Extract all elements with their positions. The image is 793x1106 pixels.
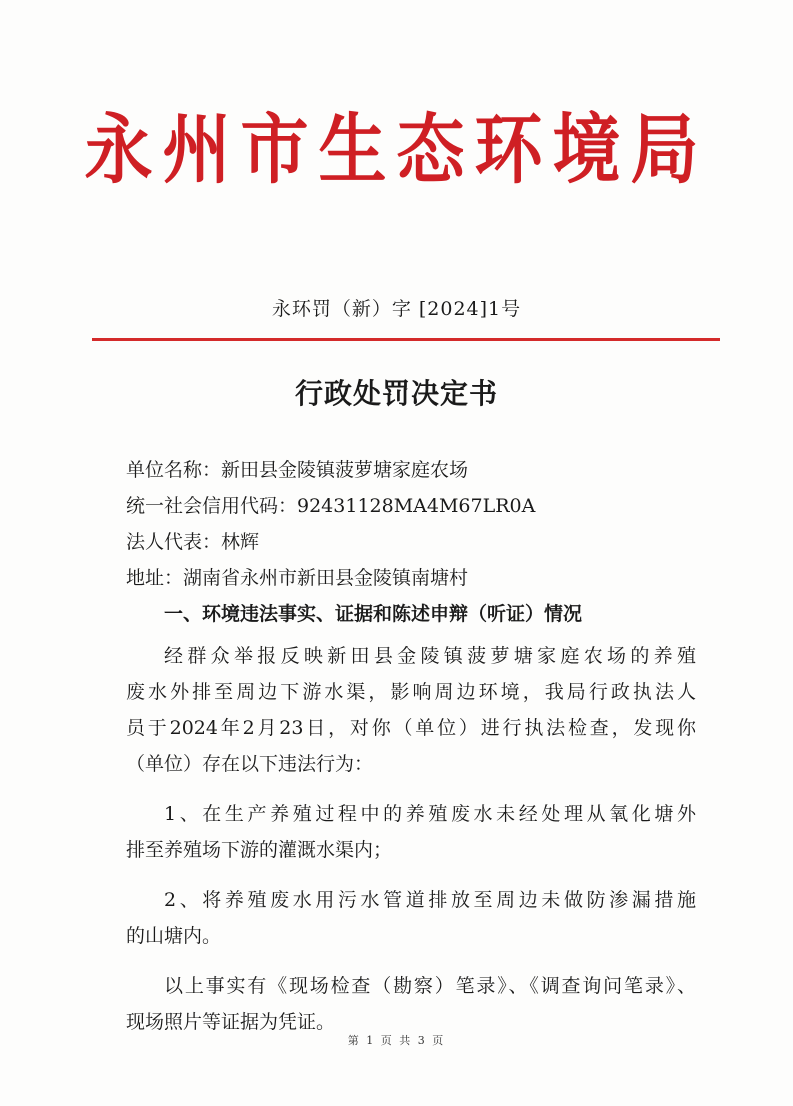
intro-paragraph	[126, 638, 696, 782]
section-heading: 一、环境违法事实、证据和陈述申辩（听证）情况	[164, 603, 583, 625]
paragraph-line: 的山塘内。	[126, 925, 222, 947]
document-title: 行政处罚决定书	[294, 377, 498, 410]
paragraph-line: 经群众举报反映新田县金陵镇菠萝塘家庭农场的养殖	[164, 645, 696, 667]
legal-representative: 法人代表：林辉	[126, 531, 260, 553]
paragraph-line: 排至养殖场下游的灌溉水渠内；	[126, 839, 393, 861]
document-body	[126, 452, 696, 1040]
paragraph-line: 员于2024年2月23日，对你（单位）进行执法检查，发现你	[126, 717, 696, 739]
violation-item-1	[126, 796, 696, 868]
paragraph-line: 2、将养殖废水用污水管道排放至周边未做防渗漏措施	[164, 889, 696, 911]
document-number: 永环罚（新）字 [2024]1号	[271, 298, 522, 320]
unit-name: 单位名称：新田县金陵镇菠萝塘家庭农场	[126, 459, 469, 481]
page-indicator: 第 1 页 共 3 页	[347, 1034, 446, 1047]
evidence-paragraph	[126, 968, 696, 1040]
paragraph-line: 现场照片等证据为凭证。	[126, 1011, 336, 1033]
paragraph-line: 1、在生产养殖过程中的养殖废水未经处理从氧化塘外	[164, 803, 696, 825]
violation-item-2	[126, 882, 696, 954]
header-divider	[92, 338, 720, 341]
paragraph-line: 废水外排至周边下游水渠，影响周边环境，我局行政执法人	[126, 681, 696, 703]
address: 地址：湖南省永州市新田县金陵镇南塘村	[126, 567, 469, 589]
paragraph-line: （单位）存在以下违法行为：	[126, 753, 374, 775]
organization-header: 永州市生态环境局	[84, 105, 709, 195]
paragraph-line: 以上事实有《现场检查（勘察）笔录》、《调查询问笔录》、	[164, 975, 696, 997]
credit-code: 统一社会信用代码：92431128MA4M67LR0A	[126, 495, 536, 517]
